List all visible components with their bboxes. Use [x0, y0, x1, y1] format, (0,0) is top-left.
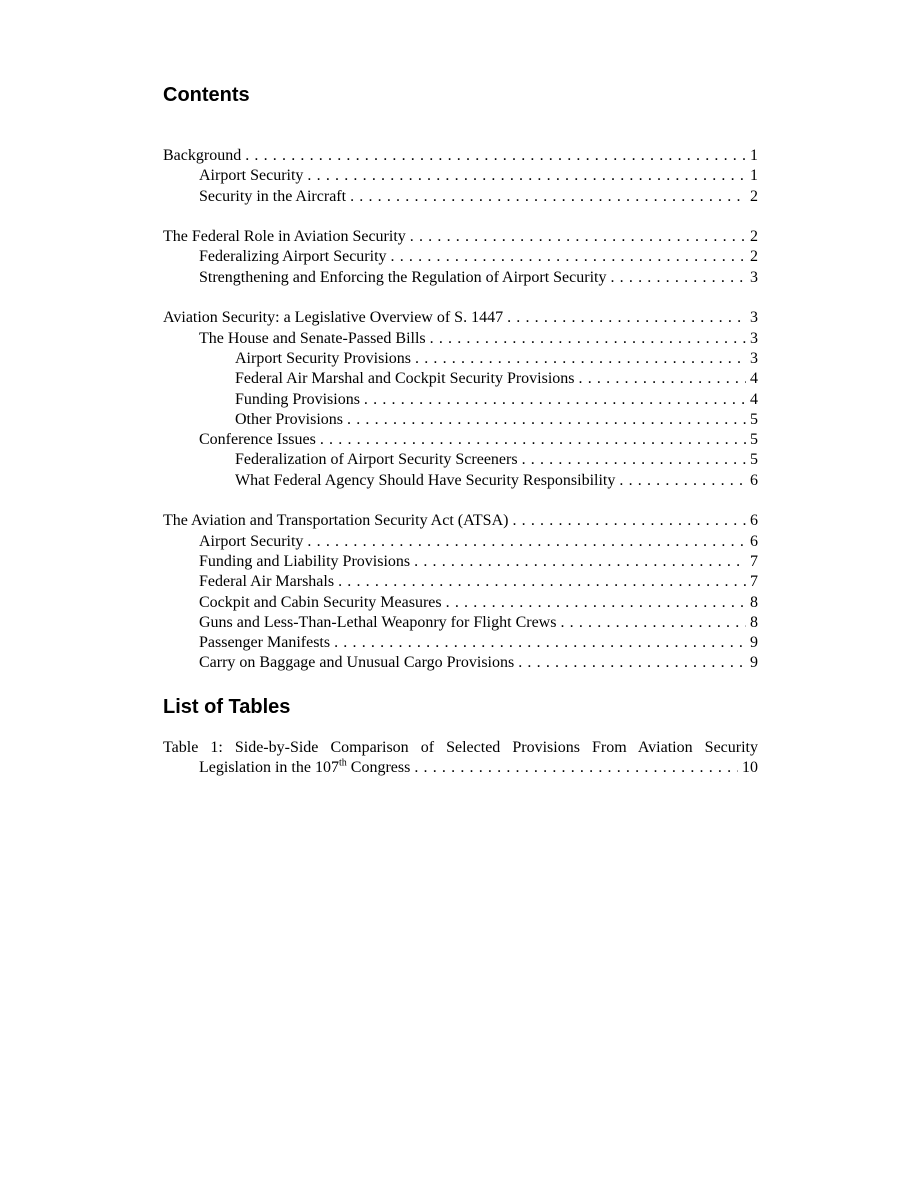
- toc-entry-page: 5: [750, 451, 758, 469]
- toc-entry-title: What Federal Agency Should Have Security Responsibility: [235, 471, 616, 489]
- table-entry-title: Legislation in the 107th Congress: [199, 758, 411, 777]
- toc-entry[interactable]: [163, 390, 758, 410]
- dot-leader: [507, 308, 746, 328]
- toc-entry-title: Security in the Aircraft: [199, 187, 347, 205]
- dot-leader: [245, 146, 746, 166]
- toc-entry-title: Other Provisions: [235, 410, 343, 428]
- toc-entry[interactable]: [163, 552, 758, 572]
- dot-leader: [560, 613, 746, 633]
- dot-leader: [338, 572, 746, 592]
- toc-entry-page: 6: [750, 471, 758, 489]
- toc-entry-page: 9: [750, 654, 758, 672]
- toc-entry-page: 9: [750, 634, 758, 652]
- dot-leader: [610, 268, 746, 288]
- dot-leader: [522, 450, 746, 470]
- toc-entry[interactable]: [163, 532, 758, 552]
- dot-leader: [347, 410, 746, 430]
- table-of-contents: [163, 146, 758, 674]
- toc-entry[interactable]: [163, 511, 758, 531]
- toc-entry-page: 8: [750, 613, 758, 631]
- dot-leader: [307, 532, 746, 552]
- toc-entry[interactable]: [163, 593, 758, 613]
- toc-entry-title: Federalizing Airport Security: [199, 248, 387, 266]
- toc-entry[interactable]: [163, 187, 758, 207]
- toc-entry[interactable]: [163, 227, 758, 247]
- toc-entry-title: Airport Security Provisions: [235, 349, 411, 367]
- toc-entry[interactable]: [163, 268, 758, 288]
- dot-leader: [415, 349, 746, 369]
- toc-entry-page: 3: [750, 329, 758, 347]
- toc-entry-page: 4: [750, 370, 758, 388]
- dot-leader: [307, 166, 746, 186]
- dot-leader: [619, 471, 746, 491]
- toc-entry-title: Cockpit and Cabin Security Measures: [199, 593, 442, 611]
- toc-entry-title: Passenger Manifests: [199, 634, 331, 652]
- list-of-tables-heading: List of Tables: [163, 696, 291, 718]
- toc-entry-page: 5: [750, 410, 758, 428]
- toc-entry-title: Airport Security: [199, 167, 304, 185]
- toc-entry-title: Strengthening and Enforcing the Regulation of Airport Security: [199, 268, 607, 286]
- toc-entry-page: 5: [750, 431, 758, 449]
- toc-entry-page: 7: [750, 552, 758, 570]
- toc-entry-title: Carry on Baggage and Unusual Cargo Provisions: [199, 654, 515, 672]
- toc-entry-title: Federal Air Marshal and Cockpit Security Provisions: [235, 370, 575, 388]
- toc-entry-page: 2: [750, 248, 758, 266]
- toc-entry-page: 1: [750, 167, 758, 185]
- dot-leader: [414, 758, 738, 778]
- table-entry-line-2[interactable]: [163, 758, 758, 778]
- toc-entry-title: Federal Air Marshals: [199, 573, 335, 591]
- toc-entry-page: 3: [750, 309, 758, 327]
- dot-leader: [320, 430, 746, 450]
- toc-entry[interactable]: [163, 247, 758, 267]
- dot-leader: [391, 247, 746, 267]
- table-entry-line-1[interactable]: Table 1: Side-by-Side Comparison of Selected Provisions From Aviation Security: [163, 739, 758, 756]
- toc-entry-title: Federalization of Airport Security Screeners: [235, 451, 518, 469]
- toc-entry[interactable]: [163, 450, 758, 470]
- list-of-tables: [163, 738, 758, 779]
- dot-leader: [446, 593, 746, 613]
- dot-leader: [410, 227, 746, 247]
- contents-heading: Contents: [163, 84, 250, 106]
- toc-entry-title: Airport Security: [199, 532, 304, 550]
- toc-entry-page: 7: [750, 573, 758, 591]
- toc-entry-title: Aviation Security: a Legislative Overview of S. 1447: [163, 309, 504, 327]
- toc-entry-title: Conference Issues: [199, 431, 316, 449]
- dot-leader: [334, 633, 746, 653]
- toc-entry[interactable]: [163, 633, 758, 653]
- toc-entry[interactable]: [163, 369, 758, 389]
- toc-entry-title: Funding and Liability Provisions: [199, 552, 411, 570]
- toc-entry-page: 6: [750, 532, 758, 550]
- toc-entry[interactable]: [163, 410, 758, 430]
- toc-entry-page: 2: [750, 228, 758, 246]
- toc-entry[interactable]: [163, 329, 758, 349]
- toc-entry-title: Funding Provisions: [235, 390, 360, 408]
- toc-entry-page: 4: [750, 390, 758, 408]
- toc-entry-title: The Federal Role in Aviation Security: [163, 228, 406, 246]
- dot-leader: [579, 369, 746, 389]
- toc-entry[interactable]: [163, 613, 758, 633]
- toc-entry[interactable]: [163, 166, 758, 186]
- toc-entry[interactable]: [163, 308, 758, 328]
- table-entry-page: 10: [742, 759, 758, 777]
- toc-entry[interactable]: [163, 572, 758, 592]
- toc-entry-title: The House and Senate-Passed Bills: [199, 329, 426, 347]
- toc-entry-page: 6: [750, 512, 758, 530]
- dot-leader: [414, 552, 746, 572]
- dot-leader: [518, 653, 746, 673]
- dot-leader: [364, 390, 746, 410]
- toc-entry-page: 2: [750, 187, 758, 205]
- toc-entry[interactable]: [163, 430, 758, 450]
- dot-leader: [512, 511, 746, 531]
- dot-leader: [350, 187, 746, 207]
- toc-entry-page: 3: [750, 349, 758, 367]
- toc-entry-title: Guns and Less-Than-Lethal Weaponry for Flight Crews: [199, 613, 557, 631]
- toc-entry[interactable]: [163, 653, 758, 673]
- toc-entry-page: 8: [750, 593, 758, 611]
- toc-entry-page: 1: [750, 147, 758, 164]
- toc-entry[interactable]: [163, 146, 758, 166]
- toc-entry-title: Background: [163, 147, 242, 164]
- toc-entry-page: 3: [750, 268, 758, 286]
- toc-entry[interactable]: [163, 471, 758, 491]
- toc-entry-title: The Aviation and Transportation Security Act (ATSA): [163, 512, 509, 530]
- toc-entry[interactable]: [163, 349, 758, 369]
- dot-leader: [430, 329, 746, 349]
